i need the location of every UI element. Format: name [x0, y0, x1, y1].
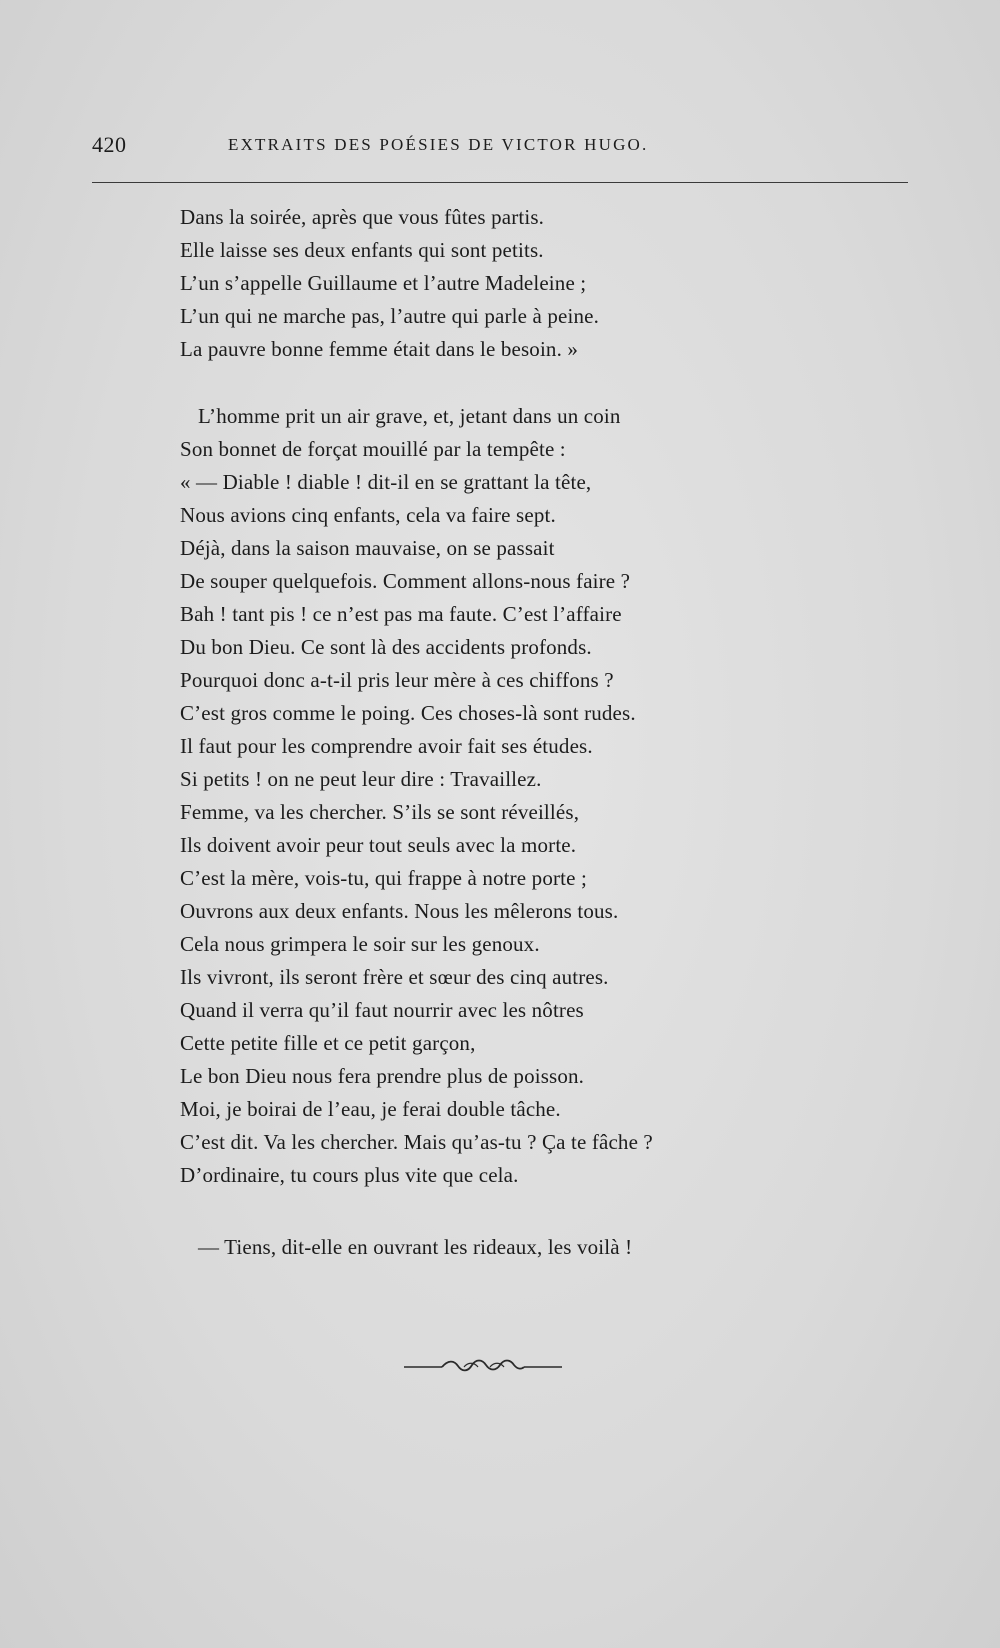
verse-line: Ouvrons aux deux enfants. Nous les mêlerons tous. — [180, 899, 619, 923]
verse-line: L’homme prit un air grave, et, jetant dans un coin — [198, 404, 621, 428]
verse-line: Son bonnet de forçat mouillé par la tempête : — [180, 437, 566, 461]
verse-line: Si petits ! on ne peut leur dire : Travaillez. — [180, 767, 542, 791]
header-rule — [92, 182, 908, 183]
verse-line: Elle laisse ses deux enfants qui sont petits. — [180, 238, 544, 262]
verse-line: Cette petite fille et ce petit garçon, — [180, 1031, 476, 1055]
page-number: 420 — [92, 132, 127, 157]
verse-line: — Tiens, dit-elle en ouvrant les rideaux, les voilà ! — [198, 1235, 633, 1259]
verse-line: Le bon Dieu nous fera prendre plus de poisson. — [180, 1064, 585, 1088]
verse-line: Nous avions cinq enfants, cela va faire sept. — [180, 503, 556, 527]
tailpiece-ornament-icon — [402, 1356, 564, 1376]
verse-line: La pauvre bonne femme était dans le besoin. » — [180, 337, 579, 361]
verse-line: Ils vivront, ils seront frère et sœur des cinq autres. — [180, 965, 609, 989]
verse-line: Dans la soirée, après que vous fûtes partis. — [180, 205, 545, 229]
verse-line: Du bon Dieu. Ce sont là des accidents profonds. — [180, 635, 592, 659]
verse-line: Pourquoi donc a-t-il pris leur mère à ces chiffons ? — [180, 668, 614, 692]
page-header — [92, 132, 908, 166]
verse-line: Bah ! tant pis ! ce n’est pas ma faute. C’est l’affaire — [180, 602, 622, 626]
verse-line: C’est la mère, vois-tu, qui frappe à notre porte ; — [180, 866, 587, 890]
verse-line: Moi, je boirai de l’eau, je ferai double tâche. — [180, 1097, 561, 1121]
verse-line: C’est dit. Va les chercher. Mais qu’as-tu ? Ça te fâche ? — [180, 1130, 653, 1154]
running-head: EXTRAITS DES POÉSIES DE VICTOR HUGO. — [228, 135, 649, 154]
verse-line: Femme, va les chercher. S’ils se sont réveillés, — [180, 800, 580, 824]
verse-line: D’ordinaire, tu cours plus vite que cela. — [180, 1163, 519, 1187]
verse-line: L’un qui ne marche pas, l’autre qui parle à peine. — [180, 304, 599, 328]
verse-line: Cela nous grimpera le soir sur les genoux. — [180, 932, 540, 956]
verse-line: « — Diable ! diable ! dit-il en se grattant la tête, — [180, 470, 592, 494]
verse-line: De souper quelquefois. Comment allons-nous faire ? — [180, 569, 631, 593]
verse-line: Il faut pour les comprendre avoir fait ses études. — [180, 734, 593, 758]
verse-line: L’un s’appelle Guillaume et l’autre Madeleine ; — [180, 271, 587, 295]
verse-line: Ils doivent avoir peur tout seuls avec la morte. — [180, 833, 577, 857]
verse-line: Déjà, dans la saison mauvaise, on se passait — [180, 536, 555, 560]
verse-line: C’est gros comme le poing. Ces choses-là sont rudes. — [180, 701, 636, 725]
verse-line: Quand il verra qu’il faut nourrir avec les nôtres — [180, 998, 584, 1022]
